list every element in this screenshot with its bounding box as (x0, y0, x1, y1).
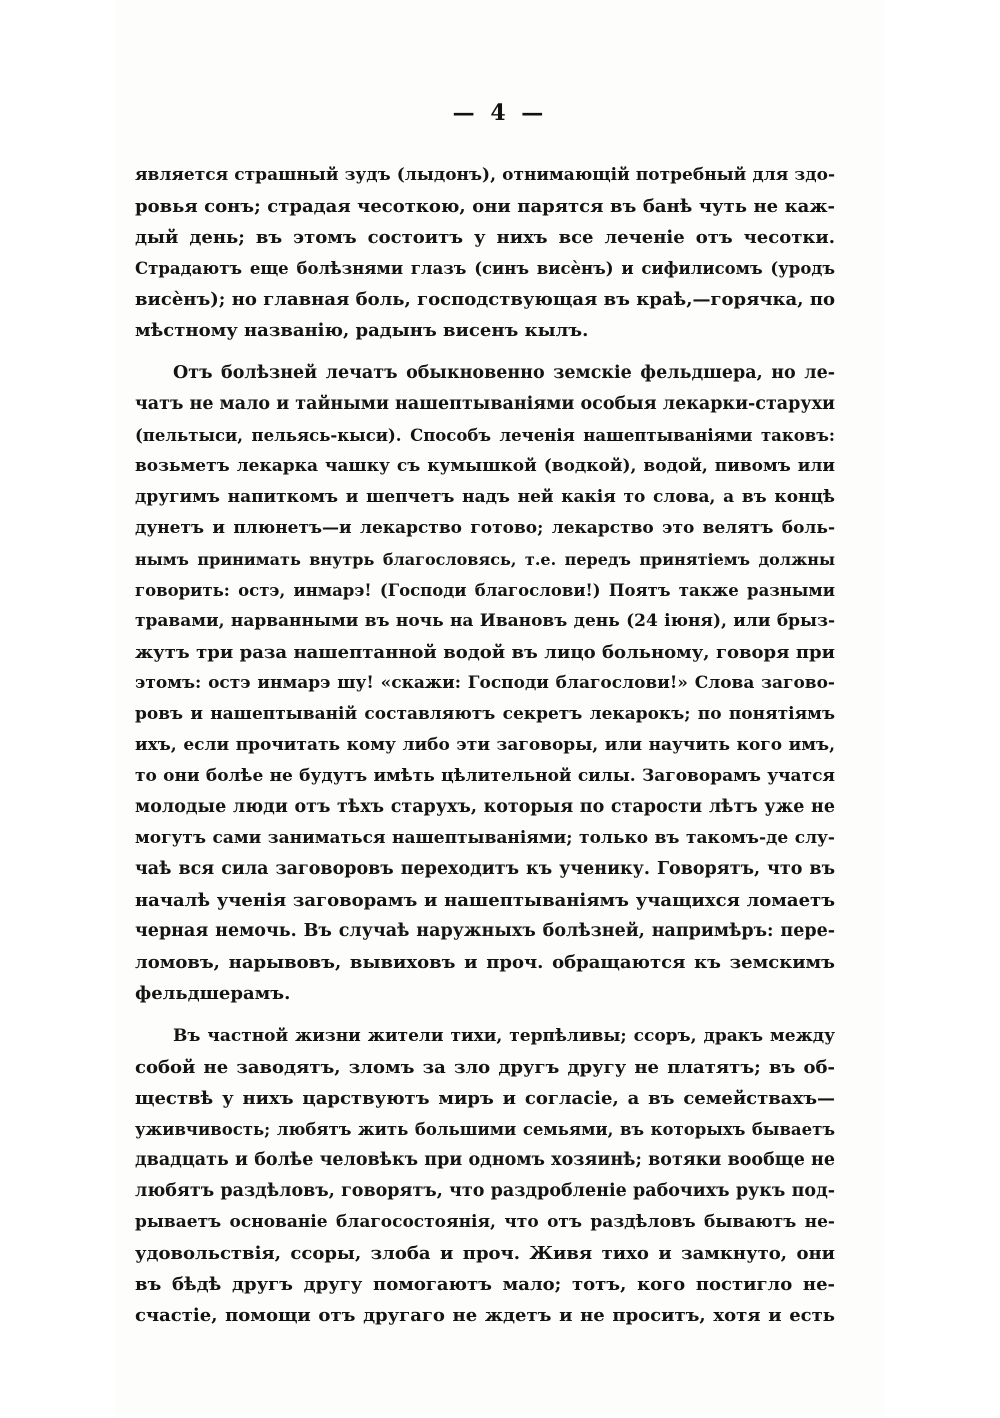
text-line: то они болѣе не будутъ имѣть цѣлительной силы. Заговорамъ учатся (135, 766, 835, 786)
text-line: рываетъ основаніе благосостоянія, что отъ раздѣловъ бываютъ не- (135, 1212, 835, 1232)
text-line: ровья сонъ; страдая чесоткою, они парятся въ банѣ чуть не каж- (135, 196, 835, 217)
text-line: ломовъ, нарывовъ, вывиховъ и проч. обращаются къ земскимъ (135, 952, 835, 973)
text-line: говорить: остэ, инмарэ! (Господи благослови!) Поятъ также разными (135, 581, 835, 600)
text-line: другимъ напиткомъ и шепчетъ надъ ней какія то слова, а въ концѣ (135, 487, 835, 507)
text-line: чаѣ вся сила заговоровъ переходитъ къ ученику. Говорятъ, что въ (135, 859, 835, 879)
text-line: ществѣ у нихъ царствуютъ миръ и согласіе, а въ семействахъ— (135, 1088, 835, 1109)
text-line: двадцать и болѣе человѣкъ при одномъ хозяинѣ; вотяки вообще не (135, 1150, 835, 1170)
text-line: является страшный зудъ (лыдонъ), отнимающій потребный для здо- (135, 165, 835, 185)
text-line: началѣ ученія заговорамъ и нашептываніямъ учащихся ломаетъ (135, 890, 835, 911)
text-line: уживчивость; любятъ жить большими семьями, въ которыхъ бываетъ (135, 1120, 835, 1139)
book-page (115, 0, 885, 1418)
text-line: фельдшерамъ. (135, 983, 291, 1004)
text-line: дунетъ и плюнетъ—и лекарство готово; лекарство это велятъ боль- (135, 518, 835, 538)
text-line: висѐнъ); но главная боль, господствующая въ краѣ,—горячка, по (135, 289, 835, 310)
text-line: собой не заводятъ, зломъ за зло другъ другу не платятъ; въ об- (135, 1057, 835, 1078)
text-line: ихъ, если прочитать кому либо эти заговоры, или научить кого имъ, (135, 735, 835, 755)
text-line: Въ частной жизни жители тихи, терпѣливы; ссоръ, дракъ между (173, 1026, 835, 1046)
text-line: этомъ: остэ инмарэ шу! «скажи: Господи благослови!» Слова загово- (135, 673, 835, 693)
text-line: нымъ принимать внутрь благословясь, т.е. передъ принятіемъ должны (135, 550, 835, 569)
text-line: мѣстному названію, радынъ висенъ кылъ. (135, 320, 589, 341)
text-line: ровъ и нашептываній составляютъ секретъ лекарокъ; по понятіямъ (135, 704, 835, 724)
text-line: возьметъ лекарка чашку съ кумышкой (водкой), водой, пивомъ или (135, 456, 835, 476)
text-line: могутъ сами заниматься нашептываніями; только въ такомъ-де слу- (135, 828, 835, 848)
text-line: любятъ раздѣловъ, говорятъ, что раздробленіе рабочихъ рукъ под- (135, 1181, 835, 1201)
paragraph-1 (135, 160, 835, 346)
paragraph-3 (135, 1021, 835, 1331)
text-line: травами, нарванными въ ночь на Ивановъ день (24 іюня), или брыз- (135, 611, 835, 631)
text-line: дый день; въ этомъ состоитъ у нихъ все леченіе отъ чесотки. (135, 227, 835, 248)
text-line: жутъ три раза нашептанной водой въ лицо больному, говоря при (135, 642, 835, 663)
text-line: въ бѣдѣ другъ другу помогаютъ мало; тотъ, кого постигло не- (135, 1274, 835, 1295)
text-line: удовольствія, ссоры, злоба и проч. Живя тихо и замкнуто, они (135, 1243, 835, 1264)
text-line: черная немочь. Въ случаѣ наружныхъ болѣзней, напримѣръ: пере- (135, 921, 835, 941)
text-line: чатъ не мало и тайными нашептываніями особыя лекарки-старухи (135, 394, 835, 414)
paragraph-2 (135, 358, 835, 1009)
text-line: счастіе, помощи отъ другаго не ждетъ и не проситъ, хотя и есть (135, 1305, 835, 1326)
text-line: (пельтыси, пельясь-кыси). Способъ леченія нашептываніями таковъ: (135, 426, 835, 445)
text-line: молодые люди отъ тѣхъ старухъ, которыя по старости лѣтъ уже не (135, 797, 835, 817)
body-text (135, 160, 835, 1343)
page-number: — 4 — (452, 100, 548, 126)
text-line: Отъ болѣзней лечатъ обыкновенно земскіе фельдшера, но ле- (173, 363, 835, 383)
text-line: Страдаютъ еще болѣзнями глазъ (синъ висѐнъ) и сифилисомъ (уродъ (135, 259, 835, 278)
